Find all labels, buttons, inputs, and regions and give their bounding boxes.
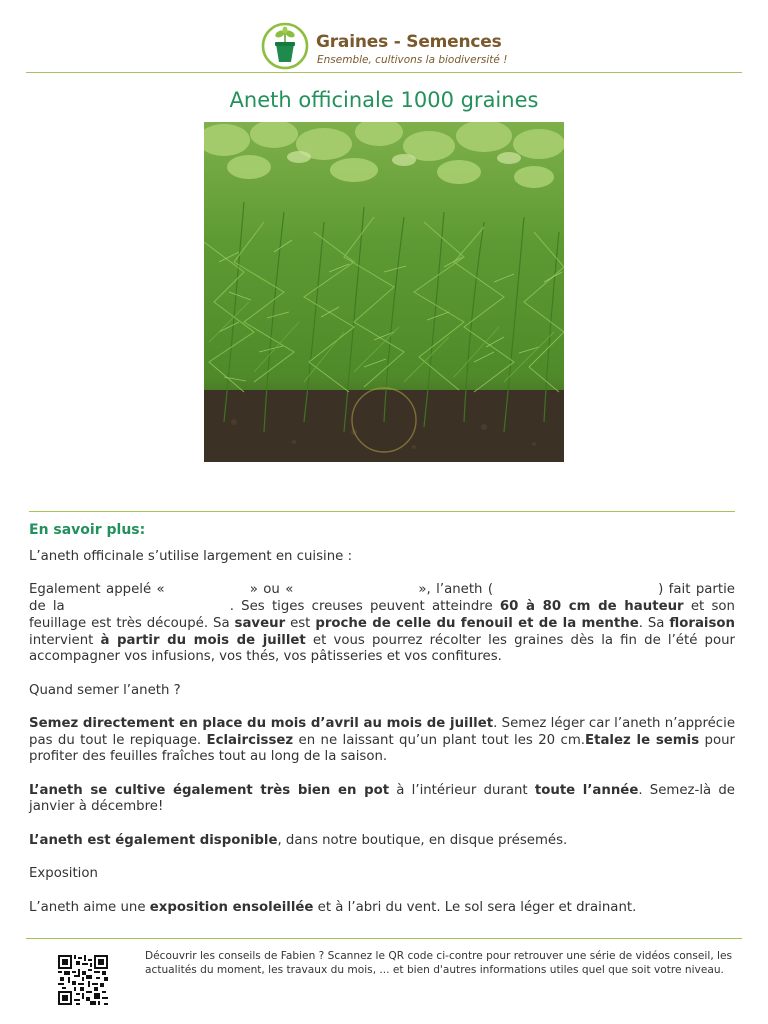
dill-plants-photo [204,122,564,462]
text-segment: est [290,615,311,631]
text-segment: Egalement appelé « [29,582,165,598]
exposure-paragraph [29,900,735,917]
text-segment: . Semez léger car l’aneth n’apprécie pas du tout le repiquage. [29,715,735,748]
dill-plants-illustration [204,122,564,462]
page-header [0,0,768,74]
text-segment: et vous pourrez récolter les graines dès la fin de l’été pour accompagner vos infusions, vos thés, vos pâtisseries et vos confitures. [29,632,735,665]
year-round-highlight: toute l’année [534,782,639,798]
text-segment: et son feuillage est très découpé. Sa [29,599,735,631]
section-title: En savoir plus: [29,522,146,538]
sowing-paragraph [29,716,735,766]
text-segment: . Sa [638,615,665,631]
text-segment: et à l’abri du vent. Le sol sera léger et drainant. [317,899,637,915]
brand-tagline: Ensemble, cultivons la biodiversité ! [317,54,508,66]
height-highlight: 60 à 80 cm de hauteur [499,599,684,615]
availability-paragraph [29,833,735,850]
flavor-detail-highlight: proche de celle du fenouil et de la menthe [315,615,639,631]
section-divider [29,511,735,512]
flowering-month-highlight: à partir du mois de juillet [100,632,306,648]
qr-code-icon[interactable] [58,955,108,1005]
exposure-heading: Exposition [29,866,98,882]
brand-name: Graines - Semences [316,32,502,52]
product-title: Aneth officinale 1000 graines [229,88,539,112]
text-segment: intervient [29,632,94,648]
description-body [29,549,735,933]
description-paragraph [29,582,735,666]
text-segment: » ou « [249,582,294,598]
text-segment: en ne laissant qu’un plant tout les 20 cm. [298,732,586,748]
spread-sowing-highlight: Etalez le semis [585,732,700,748]
text-segment: », l’aneth ( [418,582,494,598]
footer-info-text: Découvrir les conseils de Fabien ? Scannez le QR code ci-contre pour retrouver une série de vidéos conseil, les actualités du moment, les travaux du mois, ... et bien d'autres informations utiles quel que soit votre niveau. [145,950,733,976]
header-divider [26,72,742,73]
seed-pot-logo-icon [261,22,309,70]
exposure-highlight: exposition ensoleillée [149,899,314,915]
availability-highlight: L’aneth est également disponible [29,832,278,848]
flavor-highlight: saveur [234,615,286,631]
brand-logo[interactable] [261,22,511,72]
footer-divider [26,938,742,939]
pot-paragraph [29,783,735,816]
text-segment: L’aneth aime une [29,899,146,915]
text-segment: . Ses tiges creuses peuvent atteindre [229,599,493,615]
pot-highlight: L’aneth se cultive également très bien en pot [29,782,390,798]
text-segment: . Semez-là de janvier à décembre! [29,782,735,815]
thinning-highlight: Eclaircissez [206,732,294,748]
sowing-period-highlight: Semez directement en place du mois d’avril au mois de juillet [29,715,494,731]
intro-paragraph: L’aneth officinale s’utilise largement en cuisine : [29,549,353,564]
text-segment: à l’intérieur durant [389,782,528,798]
text-segment: pour profiter des feuilles fraîches tout au long de la saison. [29,732,736,765]
text-segment: , dans notre boutique, en disque présemés. [277,832,568,848]
sowing-question: Quand semer l’aneth ? [29,682,181,698]
text-segment: ) fait partie de la [29,582,735,615]
flowering-highlight: floraison [669,615,736,631]
